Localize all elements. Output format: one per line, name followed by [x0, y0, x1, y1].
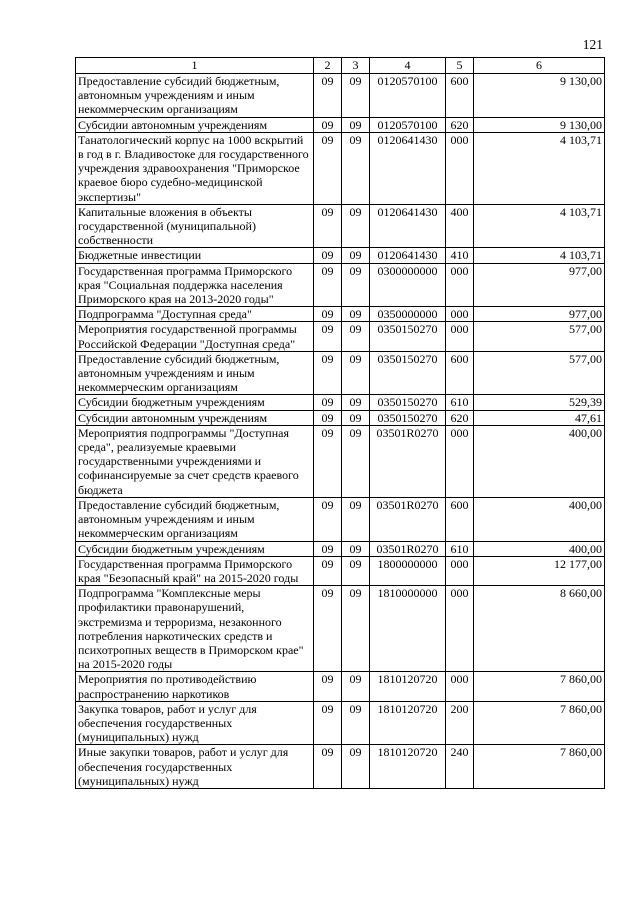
row-expense-type-cell: 610 [446, 541, 474, 556]
row-target-code-cell: 0120570100 [370, 74, 446, 118]
row-amount-cell: 577,00 [474, 351, 605, 395]
row-name-cell: Бюджетные инвестиции [76, 248, 314, 263]
row-target-code-cell: 0120641430 [370, 248, 446, 263]
row-subsection-cell: 09 [342, 497, 370, 541]
row-name-cell: Предоставление субсидий бюджетным, автономным учреждениям и иным некоммерческим организациям [76, 497, 314, 541]
row-target-code-cell: 0120641430 [370, 204, 446, 248]
row-subsection-cell: 09 [342, 672, 370, 701]
row-target-code-cell: 0350150270 [370, 410, 446, 425]
row-target-code-cell: 1810000000 [370, 586, 446, 672]
table-row [76, 322, 605, 351]
row-target-code-cell: 0300000000 [370, 263, 446, 307]
table-row [76, 117, 605, 132]
column-header: 5 [446, 58, 474, 74]
table-row [76, 307, 605, 322]
row-name-cell: Подпрограмма "Комплексные меры профилактики правонарушений, экстремизма и терроризма, незаконного потребления наркотических средств и психотропных веществ в Приморском крае" на 2015-2020 годы [76, 586, 314, 672]
row-name-cell: Мероприятия подпрограммы "Доступная среда", реализуемые краевыми государственными учреждениями и софинансируемые за счет средств краевого бюджета [76, 425, 314, 497]
row-target-code-cell: 03501R0270 [370, 497, 446, 541]
row-expense-type-cell: 620 [446, 117, 474, 132]
table-row [76, 410, 605, 425]
row-expense-type-cell: 000 [446, 556, 474, 585]
row-name-cell: Государственная программа Приморского края "Безопасный край" на 2015-2020 годы [76, 556, 314, 585]
row-section-cell: 09 [314, 74, 342, 118]
row-section-cell: 09 [314, 204, 342, 248]
row-expense-type-cell: 620 [446, 410, 474, 425]
row-expense-type-cell: 200 [446, 701, 474, 745]
row-subsection-cell: 09 [342, 541, 370, 556]
row-subsection-cell: 09 [342, 395, 370, 410]
row-target-code-cell: 0120570100 [370, 117, 446, 132]
row-amount-cell: 4 103,71 [474, 132, 605, 204]
table-header [76, 58, 605, 74]
row-expense-type-cell: 000 [446, 425, 474, 497]
table-row [76, 74, 605, 118]
row-name-cell: Танатологический корпус на 1000 вскрытий в год в г. Владивостоке для государственного учреждения здравоохранения "Приморское краевое бюро судебно-медицинской экспертизы" [76, 132, 314, 204]
row-target-code-cell: 03501R0270 [370, 425, 446, 497]
row-amount-cell: 977,00 [474, 307, 605, 322]
row-subsection-cell: 09 [342, 322, 370, 351]
row-subsection-cell: 09 [342, 117, 370, 132]
row-section-cell: 09 [314, 745, 342, 789]
row-name-cell: Мероприятия государственной программы Российской Федерации "Доступная среда" [76, 322, 314, 351]
row-amount-cell: 4 103,71 [474, 204, 605, 248]
row-amount-cell: 9 130,00 [474, 117, 605, 132]
row-subsection-cell: 09 [342, 204, 370, 248]
row-name-cell: Иные закупки товаров, работ и услуг для обеспечения государственных (муниципальных) нужд [76, 745, 314, 789]
row-expense-type-cell: 240 [446, 745, 474, 789]
row-name-cell: Закупка товаров, работ и услуг для обеспечения государственных (муниципальных) нужд [76, 701, 314, 745]
column-header: 3 [342, 58, 370, 74]
row-target-code-cell: 1800000000 [370, 556, 446, 585]
row-section-cell: 09 [314, 117, 342, 132]
row-amount-cell: 400,00 [474, 425, 605, 497]
row-section-cell: 09 [314, 307, 342, 322]
row-target-code-cell: 1810120720 [370, 701, 446, 745]
row-subsection-cell: 09 [342, 74, 370, 118]
row-name-cell: Субсидии бюджетным учреждениям [76, 541, 314, 556]
row-name-cell: Капитальные вложения в объекты государственной (муниципальной) собственности [76, 204, 314, 248]
row-section-cell: 09 [314, 425, 342, 497]
column-header: 6 [474, 58, 605, 74]
row-target-code-cell: 0350000000 [370, 307, 446, 322]
table-row [76, 497, 605, 541]
row-expense-type-cell: 000 [446, 132, 474, 204]
row-expense-type-cell: 000 [446, 322, 474, 351]
table-row [76, 541, 605, 556]
row-section-cell: 09 [314, 395, 342, 410]
row-amount-cell: 7 860,00 [474, 745, 605, 789]
row-amount-cell: 4 103,71 [474, 248, 605, 263]
column-header: 1 [76, 58, 314, 74]
row-name-cell: Субсидии бюджетным учреждениям [76, 395, 314, 410]
table-row [76, 701, 605, 745]
row-expense-type-cell: 000 [446, 672, 474, 701]
row-expense-type-cell: 000 [446, 307, 474, 322]
table-row [76, 672, 605, 701]
row-section-cell: 09 [314, 322, 342, 351]
row-target-code-cell: 0350150270 [370, 395, 446, 410]
table-body [76, 74, 605, 789]
row-amount-cell: 529,39 [474, 395, 605, 410]
budget-table [75, 57, 605, 789]
row-section-cell: 09 [314, 351, 342, 395]
row-section-cell: 09 [314, 541, 342, 556]
page-number: 121 [582, 37, 603, 52]
row-subsection-cell: 09 [342, 351, 370, 395]
row-expense-type-cell: 600 [446, 497, 474, 541]
row-target-code-cell: 03501R0270 [370, 541, 446, 556]
row-name-cell: Предоставление субсидий бюджетным, автономным учреждениям и иным некоммерческим организациям [76, 74, 314, 118]
row-target-code-cell: 0120641430 [370, 132, 446, 204]
row-expense-type-cell: 600 [446, 351, 474, 395]
row-target-code-cell: 0350150270 [370, 322, 446, 351]
row-section-cell: 09 [314, 586, 342, 672]
row-target-code-cell: 1810120720 [370, 672, 446, 701]
row-subsection-cell: 09 [342, 745, 370, 789]
table-row [76, 556, 605, 585]
row-amount-cell: 9 130,00 [474, 74, 605, 118]
row-section-cell: 09 [314, 701, 342, 745]
table-row [76, 263, 605, 307]
row-amount-cell: 400,00 [474, 497, 605, 541]
table-row [76, 351, 605, 395]
row-section-cell: 09 [314, 410, 342, 425]
row-subsection-cell: 09 [342, 263, 370, 307]
row-name-cell: Государственная программа Приморского края "Социальная поддержка населения Приморского края на 2013-2020 годы" [76, 263, 314, 307]
row-expense-type-cell: 400 [446, 204, 474, 248]
table-row [76, 425, 605, 497]
row-subsection-cell: 09 [342, 307, 370, 322]
row-name-cell: Мероприятия по противодействию распространению наркотиков [76, 672, 314, 701]
row-subsection-cell: 09 [342, 586, 370, 672]
row-section-cell: 09 [314, 132, 342, 204]
column-header: 2 [314, 58, 342, 74]
row-subsection-cell: 09 [342, 425, 370, 497]
row-amount-cell: 977,00 [474, 263, 605, 307]
row-expense-type-cell: 600 [446, 74, 474, 118]
row-amount-cell: 7 860,00 [474, 672, 605, 701]
table-row [76, 132, 605, 204]
table-row [76, 248, 605, 263]
row-target-code-cell: 0350150270 [370, 351, 446, 395]
row-section-cell: 09 [314, 497, 342, 541]
row-section-cell: 09 [314, 248, 342, 263]
row-target-code-cell: 1810120720 [370, 745, 446, 789]
row-subsection-cell: 09 [342, 701, 370, 745]
header-row [76, 58, 605, 74]
row-amount-cell: 577,00 [474, 322, 605, 351]
row-expense-type-cell: 000 [446, 263, 474, 307]
row-subsection-cell: 09 [342, 410, 370, 425]
table-row [76, 745, 605, 789]
row-expense-type-cell: 610 [446, 395, 474, 410]
row-amount-cell: 47,61 [474, 410, 605, 425]
row-amount-cell: 12 177,00 [474, 556, 605, 585]
row-expense-type-cell: 410 [446, 248, 474, 263]
table-row [76, 204, 605, 248]
column-header: 4 [370, 58, 446, 74]
row-subsection-cell: 09 [342, 248, 370, 263]
row-section-cell: 09 [314, 263, 342, 307]
row-section-cell: 09 [314, 556, 342, 585]
row-amount-cell: 400,00 [474, 541, 605, 556]
row-name-cell: Субсидии автономным учреждениям [76, 117, 314, 132]
row-section-cell: 09 [314, 672, 342, 701]
row-name-cell: Субсидии автономным учреждениям [76, 410, 314, 425]
row-name-cell: Подпрограмма "Доступная среда" [76, 307, 314, 322]
row-amount-cell: 8 660,00 [474, 586, 605, 672]
row-subsection-cell: 09 [342, 132, 370, 204]
table-row [76, 586, 605, 672]
row-subsection-cell: 09 [342, 556, 370, 585]
row-name-cell: Предоставление субсидий бюджетным, автономным учреждениям и иным некоммерческим организациям [76, 351, 314, 395]
row-expense-type-cell: 000 [446, 586, 474, 672]
table-row [76, 395, 605, 410]
row-amount-cell: 7 860,00 [474, 701, 605, 745]
